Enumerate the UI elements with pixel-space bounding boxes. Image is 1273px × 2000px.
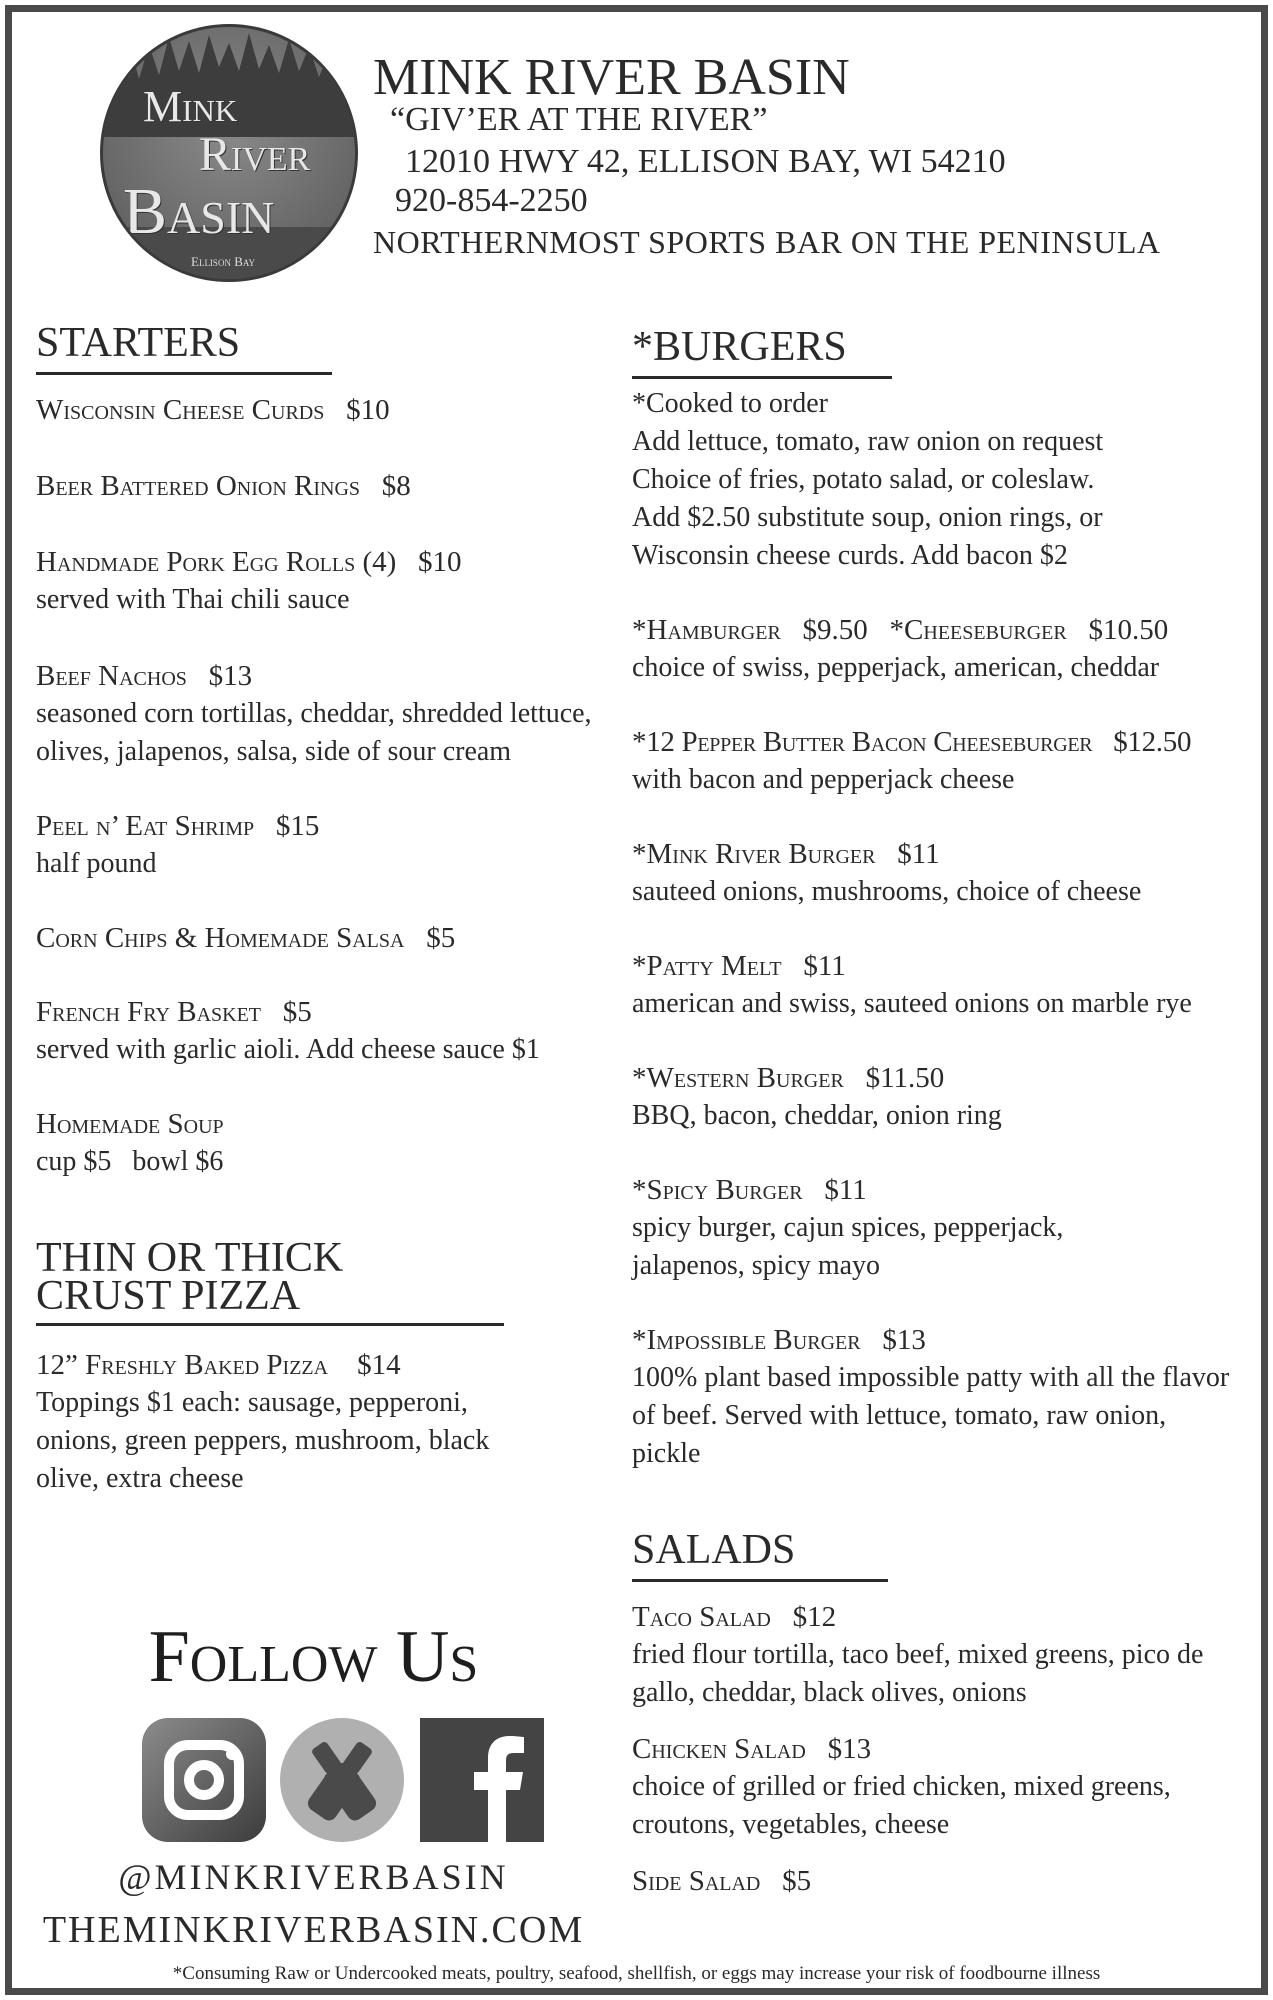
untappd-icon[interactable] bbox=[280, 1718, 404, 1842]
menu-item bbox=[632, 1730, 1247, 1844]
item-name: Taco Salad bbox=[632, 1601, 771, 1633]
item-name: *Impossible Burger bbox=[632, 1324, 861, 1356]
item-price: $15 bbox=[275, 810, 320, 842]
menu-item bbox=[36, 467, 596, 505]
menu-item bbox=[632, 1171, 1247, 1285]
item-name: Side Salad bbox=[632, 1865, 761, 1897]
logo-word-basin: Basin bbox=[123, 175, 275, 248]
item-description: american and swiss, sauteed onions on marble rye bbox=[632, 988, 1192, 1019]
intro-line: Choice of fries, potato salad, or coleslaw. bbox=[632, 464, 1095, 495]
salads-title: SALADS bbox=[632, 1527, 796, 1573]
starters-title: STARTERS bbox=[36, 320, 241, 366]
menu-item bbox=[632, 1862, 1247, 1900]
item-price: $10 bbox=[418, 546, 462, 578]
section-divider bbox=[632, 376, 892, 379]
item-name: Chicken Salad bbox=[632, 1733, 806, 1765]
logo-word-mink: Mink bbox=[143, 82, 238, 131]
item-name: *Patty Melt bbox=[632, 950, 782, 982]
starters-section bbox=[36, 322, 596, 1181]
item-price: $13 bbox=[208, 660, 253, 692]
menu-item bbox=[632, 947, 1247, 1023]
social-handle[interactable]: @MINKRIVERBASIN bbox=[118, 1857, 509, 1897]
menu-item bbox=[36, 1346, 596, 1498]
item-description: cup $5 bowl $6 bbox=[36, 1146, 224, 1177]
item-name: Corn Chips & Homemade Salsa bbox=[36, 922, 405, 954]
slogan: “GIV’ER AT THE RIVER” bbox=[390, 101, 768, 138]
item-price: $11.50 bbox=[865, 1062, 945, 1094]
item-name: French Fry Basket bbox=[36, 996, 262, 1028]
menu-item bbox=[36, 807, 596, 883]
item-description: with bacon and pepperjack cheese bbox=[632, 764, 1015, 795]
item-price: $9.50 bbox=[802, 614, 868, 646]
item-price: $8 bbox=[381, 470, 411, 502]
item-name: Beef Nachos bbox=[36, 660, 187, 692]
logo-word-river: River bbox=[199, 128, 311, 181]
section-divider bbox=[36, 372, 332, 375]
item-name: *Hamburger bbox=[632, 614, 781, 646]
menu-item bbox=[36, 543, 596, 619]
phone[interactable]: 920-854-2250 bbox=[395, 182, 588, 219]
instagram-icon[interactable] bbox=[142, 1718, 266, 1842]
item-name: Homemade Soup bbox=[36, 1108, 224, 1140]
menu-item bbox=[632, 1321, 1247, 1473]
item-name: Beer Battered Onion Rings bbox=[36, 470, 361, 502]
pizza-title-line2: CRUST PIZZA bbox=[36, 1273, 301, 1319]
burgers-intro bbox=[632, 385, 1247, 575]
left-column bbox=[36, 322, 596, 1498]
follow-us-title: Follow Us bbox=[148, 1616, 479, 1698]
right-column bbox=[632, 322, 1247, 1900]
item-description: fried flour tortilla, taco beef, mixed greens, pico de gallo, cheddar, black olives, onions bbox=[632, 1639, 1204, 1708]
logo-word-location: Ellison Bay bbox=[191, 254, 256, 269]
section-divider bbox=[632, 1579, 888, 1582]
menu-item bbox=[36, 1105, 596, 1181]
item-name: *Cheeseburger bbox=[889, 614, 1067, 646]
item-name: *12 Pepper Butter Bacon Cheeseburger bbox=[632, 726, 1093, 758]
menu-item bbox=[632, 723, 1247, 799]
salads-section bbox=[632, 1529, 1247, 1900]
item-description: sauteed onions, mushrooms, choice of cheese bbox=[632, 876, 1142, 907]
intro-line: Wisconsin cheese curds. Add bacon $2 bbox=[632, 540, 1068, 571]
menu-item bbox=[632, 611, 1247, 687]
address: 12010 HWY 42, ELLISON BAY, WI 54210 bbox=[405, 143, 1006, 180]
item-price: $10 bbox=[346, 394, 390, 426]
menu-item bbox=[632, 1059, 1247, 1135]
item-price: $13 bbox=[882, 1324, 926, 1356]
restaurant-name: MINK RIVER BASIN bbox=[373, 49, 850, 106]
intro-line: Add lettuce, tomato, raw onion on request bbox=[632, 426, 1104, 457]
burgers-title: *BURGERS bbox=[632, 324, 847, 370]
item-price: $5 bbox=[782, 1865, 812, 1897]
item-description: seasoned corn tortillas, cheddar, shredded lettuce, olives, jalapenos, salsa, side of sour cream bbox=[36, 698, 592, 767]
item-price: $11 bbox=[803, 950, 846, 982]
pizza-title-line1: THIN OR THICK bbox=[36, 1235, 344, 1281]
item-price: $11 bbox=[824, 1174, 867, 1206]
item-price: $5 bbox=[282, 996, 312, 1028]
item-price: $10.50 bbox=[1088, 614, 1169, 646]
website-link[interactable]: THEMINKRIVERBASIN.COM bbox=[42, 1909, 585, 1951]
item-name: Wisconsin Cheese Curds bbox=[36, 394, 325, 426]
menu-item bbox=[36, 657, 596, 771]
item-price: $14 bbox=[357, 1349, 401, 1381]
tagline: NORTHERNMOST SPORTS BAR ON THE PENINSULA bbox=[373, 224, 1161, 260]
section-divider bbox=[36, 1323, 504, 1326]
item-name: Handmade Pork Egg Rolls (4) bbox=[36, 546, 397, 578]
item-name: *Western Burger bbox=[632, 1062, 844, 1094]
item-description: Toppings $1 each: sausage, pepperoni, onions, green peppers, mushroom, black olive, extra cheese bbox=[36, 1387, 490, 1494]
intro-line: *Cooked to order bbox=[632, 388, 828, 419]
logo bbox=[100, 24, 358, 282]
item-price: $12 bbox=[792, 1601, 837, 1633]
item-description: BBQ, bacon, cheddar, onion ring bbox=[632, 1100, 1002, 1131]
social-icons bbox=[106, 1718, 526, 1848]
disclaimer: *Consuming Raw or Undercooked meats, poultry, seafood, shellfish, or eggs may increase your risk of foodbourne illness bbox=[172, 1963, 1101, 1984]
item-description: choice of swiss, pepperjack, american, cheddar bbox=[632, 652, 1160, 683]
item-price: $12.50 bbox=[1113, 726, 1192, 758]
item-description: choice of grilled or fried chicken, mixed greens, croutons, vegetables, cheese bbox=[632, 1771, 1171, 1840]
item-name: *Mink River Burger bbox=[632, 838, 876, 870]
pizza-section bbox=[36, 1235, 596, 1498]
item-description: served with garlic aioli. Add cheese sauce $1 bbox=[36, 1034, 540, 1065]
intro-line: Add $2.50 substitute soup, onion rings, or bbox=[632, 502, 1103, 533]
item-price: $11 bbox=[897, 838, 940, 870]
facebook-icon[interactable] bbox=[420, 1718, 544, 1842]
item-description: spicy burger, cajun spices, pepperjack, jalapenos, spicy mayo bbox=[632, 1212, 1064, 1281]
menu-item bbox=[36, 919, 596, 957]
burgers-section bbox=[632, 326, 1247, 1473]
item-price: $13 bbox=[827, 1733, 872, 1765]
item-description: 100% plant based impossible patty with all the flavor of beef. Served with lettuce, tomato, raw onion, pickle bbox=[632, 1362, 1230, 1469]
item-name: 12” Freshly Baked Pizza bbox=[36, 1349, 329, 1381]
item-name: Peel n’ Eat Shrimp bbox=[36, 810, 255, 842]
item-description: half pound bbox=[36, 848, 157, 879]
item-description: served with Thai chili sauce bbox=[36, 584, 350, 615]
menu-item bbox=[632, 1598, 1247, 1712]
item-name: *Spicy Burger bbox=[632, 1174, 803, 1206]
item-price: $5 bbox=[426, 922, 456, 954]
menu-item bbox=[632, 835, 1247, 911]
follow-us-block bbox=[36, 1616, 591, 1951]
menu-item bbox=[36, 391, 596, 429]
menu-item bbox=[36, 993, 596, 1069]
